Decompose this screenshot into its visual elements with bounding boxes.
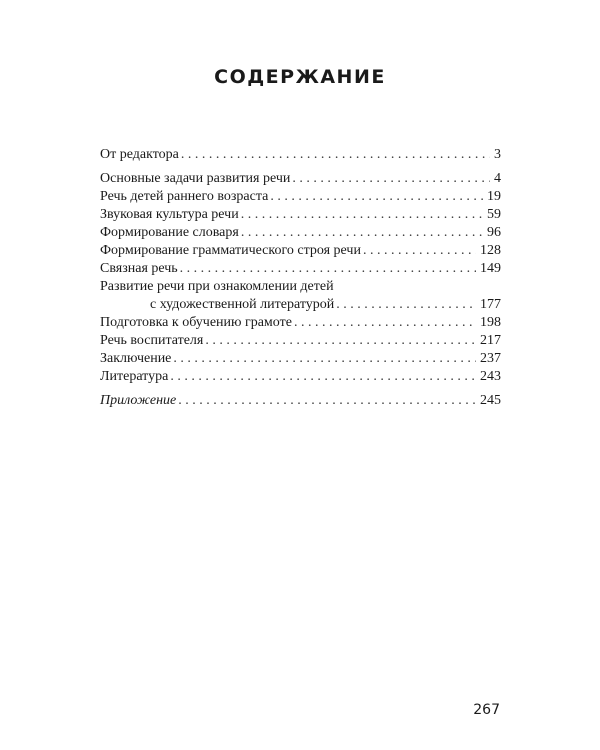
toc-entry-literature-acquaintance[interactable] [100,278,501,314]
toc-entry-teacher-speech[interactable] [100,332,501,350]
toc-entry-sound-culture[interactable] [100,206,501,224]
toc-entry-early-age[interactable] [100,188,501,206]
toc-entry-page: 59 [487,207,501,222]
dot-leader [178,392,476,410]
toc-entry-literacy-prep[interactable] [100,314,501,332]
dot-leader [180,260,476,278]
toc-entry-label: Связная речь [100,261,178,276]
toc-entry-label: Звуковая культура речи [100,207,239,222]
toc-entry-page: 3 [494,147,501,162]
dot-leader [205,332,476,350]
toc-entry-label: От редактора [100,147,179,162]
dot-leader [181,146,490,164]
page-title: СОДЕРЖАНИЕ [214,66,386,88]
toc-entry-conclusion[interactable] [100,350,501,368]
toc-entry-label: Приложение [100,393,177,408]
toc-entry-page: 4 [494,171,501,186]
dot-leader [170,368,476,386]
toc-entry-page: 245 [480,393,501,408]
toc-entry-label: Подготовка к обучению грамоте [100,315,292,330]
toc-entry-page: 96 [487,225,501,240]
toc-entry-page: 243 [480,369,501,384]
toc-entry-editor[interactable] [100,146,501,164]
toc-entry-page: 149 [480,261,501,276]
toc-entry-label: Речь детей раннего возраста [100,189,269,204]
toc-entry-grammar[interactable] [100,242,501,260]
dot-leader [270,188,483,206]
dot-leader [241,224,483,242]
dot-leader [294,314,476,332]
toc-entry-appendix[interactable] [100,392,501,410]
toc-entry-page: 19 [487,189,501,204]
dot-leader [292,170,490,188]
toc-entry-label: Литература [100,369,169,384]
toc-entry-label: Речь воспитателя [100,333,204,348]
toc-entry-label: Основные задачи развития речи [100,171,291,186]
dot-leader [173,350,476,368]
toc-entry-label-line1: Развитие речи при ознакомлении детей [100,279,334,294]
toc-entry-label: Заключение [100,351,172,366]
toc-entry-page: 198 [480,315,501,330]
page-number: 267 [473,702,500,718]
toc-entry-vocabulary[interactable] [100,224,501,242]
toc-entry-label: с художественной литературой [150,297,335,312]
toc-entry-label: Формирование грамматического строя речи [100,243,361,258]
toc-entry-page: 217 [480,333,501,348]
toc-entry-label: Формирование словаря [100,225,239,240]
dot-leader [363,242,476,260]
toc-entry-main-tasks[interactable] [100,170,501,188]
dot-leader [336,296,476,314]
toc-entry-references[interactable] [100,368,501,386]
toc-entry-page: 237 [480,351,501,366]
table-of-contents [100,146,501,410]
toc-entry-coherent-speech[interactable] [100,260,501,278]
toc-entry-page: 128 [480,243,501,258]
dot-leader [241,206,483,224]
toc-entry-page: 177 [480,297,501,312]
